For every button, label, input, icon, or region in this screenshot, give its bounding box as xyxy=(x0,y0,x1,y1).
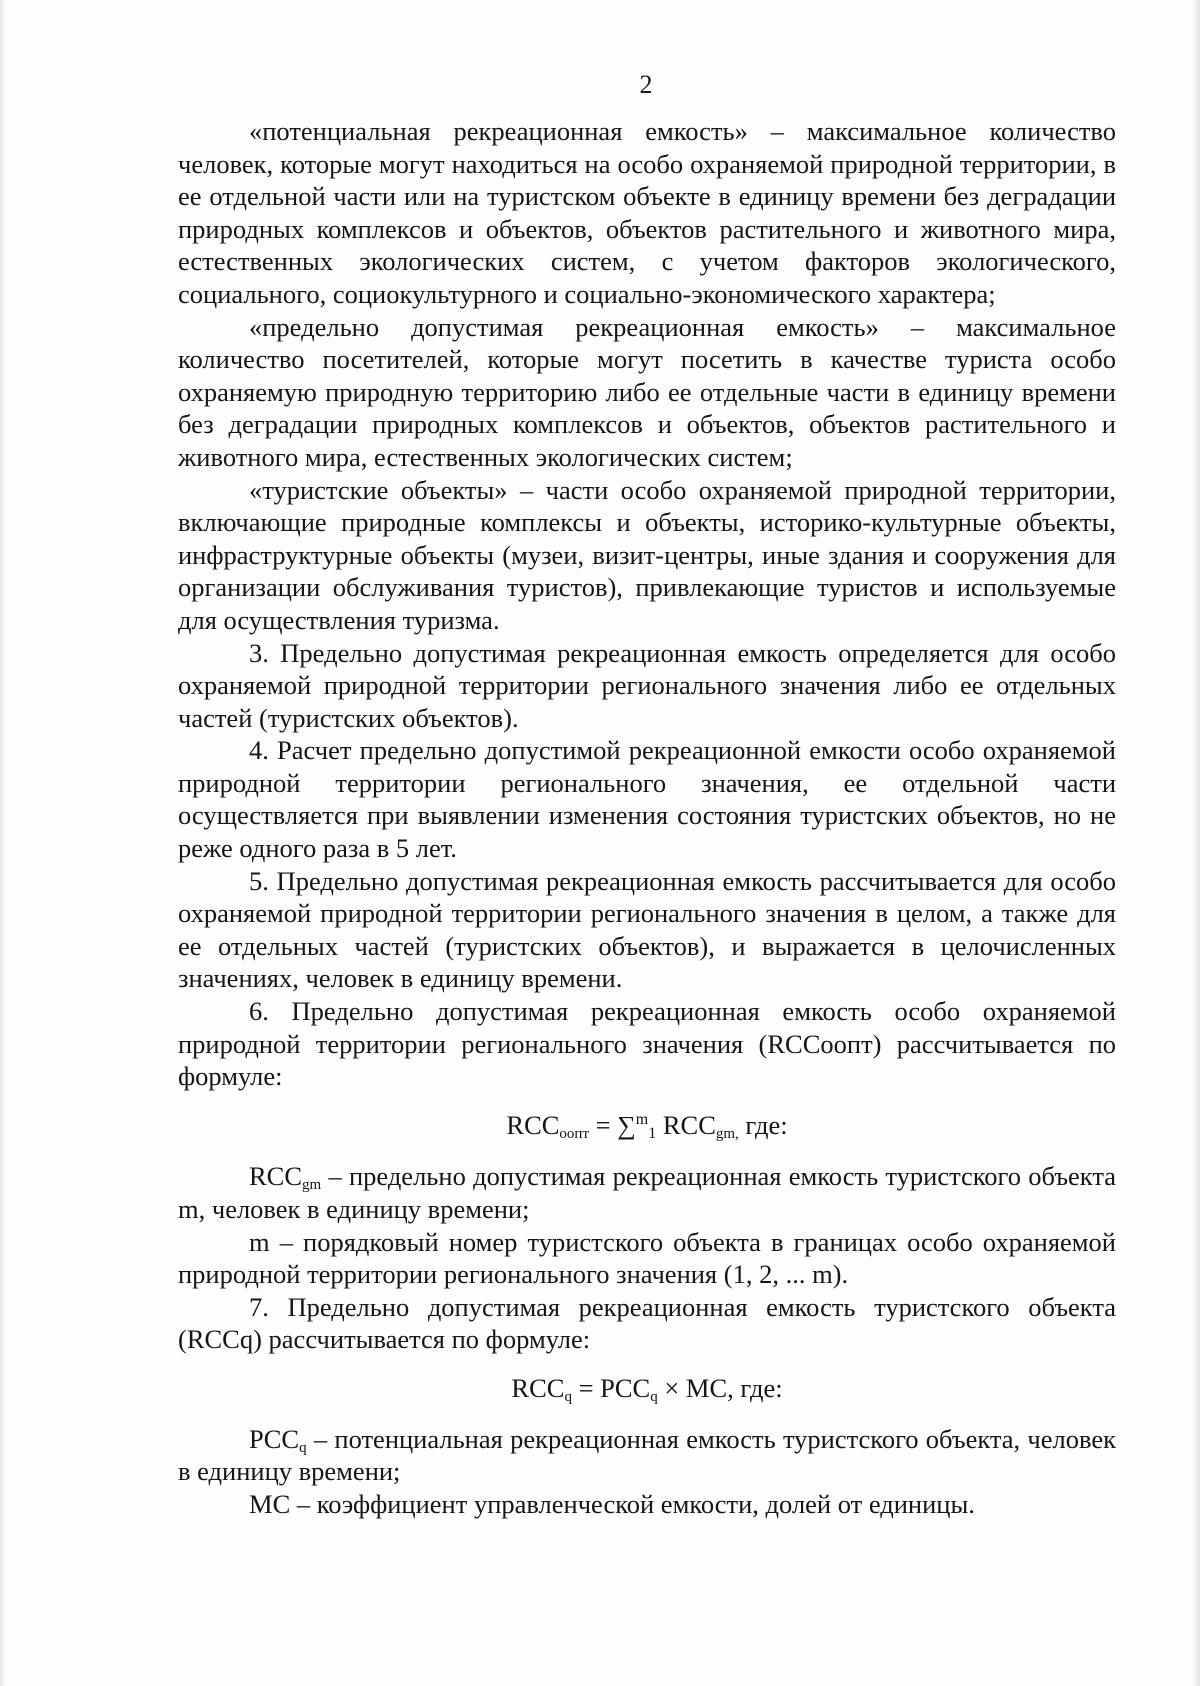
paragraph-rcc-gm-definition xyxy=(178,1160,1116,1225)
rcc-gm-symbol: RCC xyxy=(249,1161,303,1192)
formula2-lhs-sub: q xyxy=(564,1388,572,1405)
formula1-eq: = xyxy=(589,1109,618,1140)
scan-edge-left xyxy=(0,0,6,1686)
paragraph-item-4: 4. Расчет предельно допустимой рекреационной емкости особо охраняемой природной территории регионального значения, ее отдельной части осуществляется при выявлении изменения состояния туристских объектов, но не реже одного раза в 5 лет. xyxy=(178,735,1116,864)
paragraph-tourist-objects: «туристские объекты» – части особо охраняемой природной территории, включающие природные комплексы и объекты, историко-культурные объекты, инфраструктурные объекты (музеи, визит-центры, иные здания и сооружения для организации обслуживания туристов), привлекающие туристов и используемые для осуществления туризма. xyxy=(178,474,1116,635)
paragraph-item-5: 5. Предельно допустимая рекреационная емкость рассчитывается для особо охраняемой природной территории регионального значения в целом, а также для ее отдельных частей (туристских объектов), и выражается в целочисленных значениях, человек в единицу времени. xyxy=(178,865,1116,994)
paragraph-pcc-q-definition xyxy=(178,1423,1116,1488)
formula1-lhs: RCC xyxy=(506,1109,560,1140)
pcc-q-symbol: PCC xyxy=(249,1423,300,1454)
paragraph-m-definition: m – порядковый номер туристского объекта в границах особо охраняемой природной территории регионального значения (1, 2, ... m). xyxy=(178,1226,1116,1290)
pcc-q-text: – потенциальная рекреационная емкость туристского объекта, человек в единицу времени; xyxy=(178,1423,1116,1487)
scan-edge-right xyxy=(1192,0,1200,1686)
paragraph-potential-capacity: «потенциальная рекреационная емкость» – максимальное количество человек, которые могут находиться на особо охраняемой природной территории, в ее отдельной части или на туристском объекте в единицу времени без деградации природных комплексов и объектов, объектов растительного и животного мира, естественных экологических систем, с учетом факторов экологического, социального, социокультурного и социально-экономического характера; xyxy=(178,116,1116,309)
rcc-gm-sub: gm xyxy=(302,1177,322,1194)
document-body xyxy=(178,115,1116,1520)
formula2-tail: × MC, где: xyxy=(657,1372,783,1403)
pcc-q-sub: q xyxy=(299,1439,307,1456)
paragraph-item-3: 3. Предельно допустимая рекреационная емкость определяется для особо охраняемой природной территории регионального значения либо ее отдельных частей (туристских объектов). xyxy=(178,637,1116,733)
paragraph-max-capacity: «предельно допустимая рекреационная емкость» – максимальное количество посетителей, которые могут посетить в качестве туриста особо охраняемую природную территорию либо ее отдельные части в единицу времени без деградации природных комплексов и объектов, объектов растительного и животного мира, естественных экологических систем; xyxy=(178,311,1116,472)
formula1-sum-sup: m xyxy=(635,1110,649,1128)
formula1-rhs-sub: gm, xyxy=(715,1125,739,1142)
formula2-rhs: PCC xyxy=(600,1372,651,1403)
formula2-lhs: RCC xyxy=(511,1372,565,1403)
paragraph-mc-definition: MC – коэффициент управленческой емкости, долей от единицы. xyxy=(249,1488,975,1519)
formula1-sum-sub: 1 xyxy=(648,1124,657,1142)
formula-rcc-oopt xyxy=(178,1109,1116,1143)
formula1-sum-symbol: ∑ xyxy=(617,1110,636,1140)
formula-rcc-q xyxy=(178,1372,1116,1405)
rcc-gm-text: – предельно допустимая рекреационная емкость туристского объекта m, человек в единицу времени; xyxy=(178,1161,1116,1224)
formula2-eq: = xyxy=(571,1372,601,1403)
formula1-rhs: RCC xyxy=(656,1109,716,1140)
paragraph-item-6: 6. Предельно допустимая рекреационная емкость особо охраняемой природной территории регионального значения (RCCоопт) рассчитывается по формуле: xyxy=(178,996,1116,1092)
page-number: 2 xyxy=(639,70,653,99)
formula1-tail: где: xyxy=(738,1109,788,1140)
formula1-lhs-sub: оопт xyxy=(559,1125,590,1142)
formula2-rhs-sub: q xyxy=(650,1388,658,1405)
paragraph-item-7: 7. Предельно допустимая рекреационная емкость туристского объекта (RCCq) рассчитывается по формуле: xyxy=(178,1291,1116,1355)
